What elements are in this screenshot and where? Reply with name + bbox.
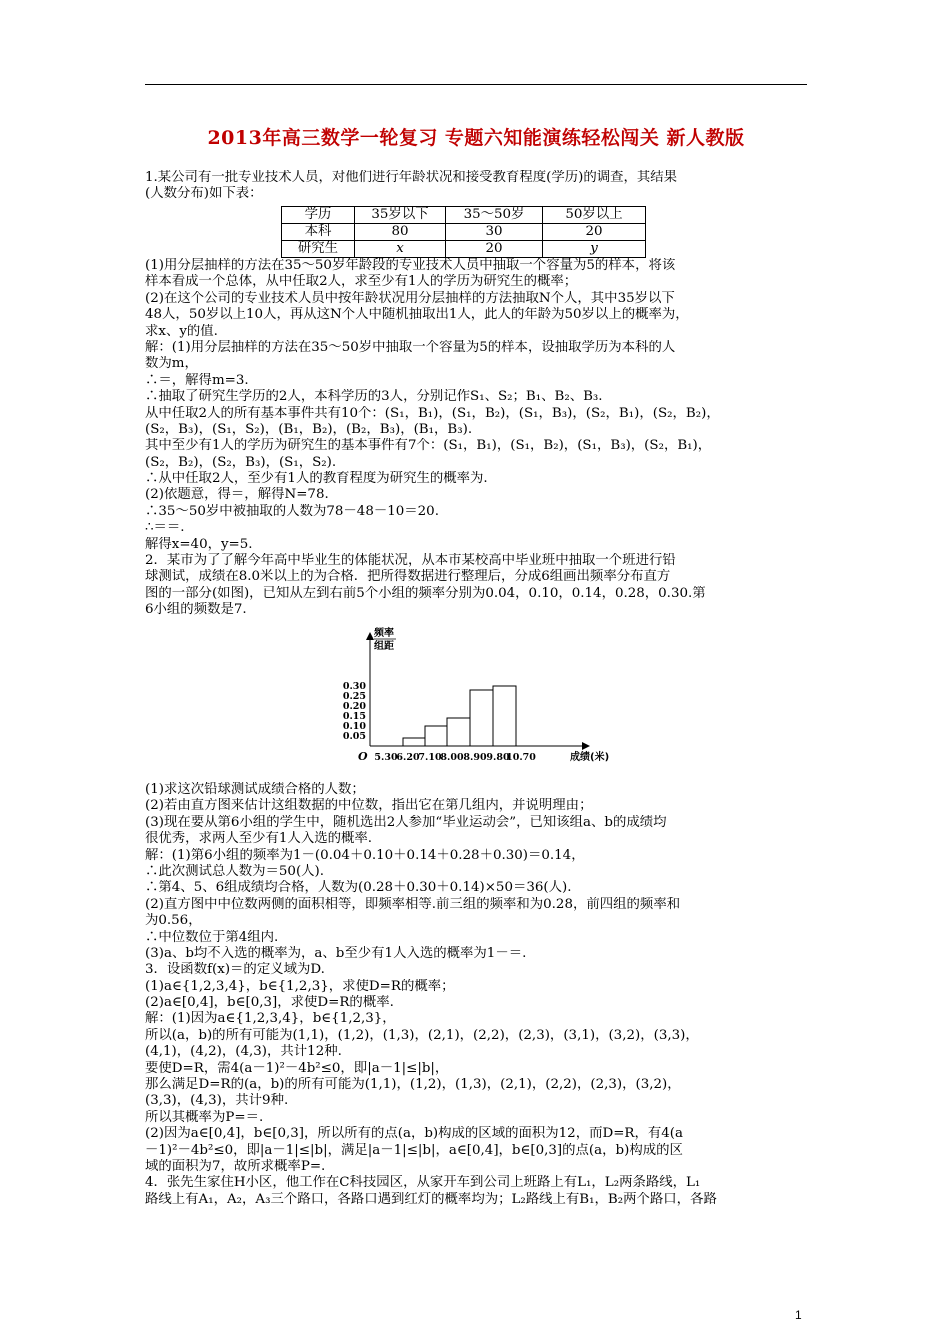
text-line: 2．某市为了了解今年高中毕业生的体能状况，从本市某校高中毕业班中抽取一个班进行铅	[145, 553, 676, 569]
text-line: 从中任取2人的所有基本事件共有10个：(S₁，B₁)，(S₁，B₂)，(S₁，B₃)，(S₂，B₁)，(S₂，B₂)，	[145, 405, 720, 421]
text-line: 解：(1)第6小组的频率为1－(0.04＋0.10＋0.14＋0.28＋0.30)＝0.14，	[145, 847, 585, 863]
text-line: 路线上有A₁，A₂，A₃三个路口，各路口遇到红灯的概率均为；L₂路线上有B₁，B₂两个路口，各路	[145, 1191, 717, 1207]
text-line: ∴第4、5、6组成绩均合格，人数为(0.28＋0.30＋0.14)×50＝36(人).	[145, 880, 572, 896]
table-cell: 20	[446, 241, 543, 258]
text-line: (3)a、b均不入选的概率为，a、b至少有1人入选的概率为1－＝.	[145, 945, 527, 961]
histogram-bar	[493, 686, 516, 746]
text-line: 数为m，	[145, 356, 198, 372]
text-line: ∴＝＝.	[145, 520, 185, 536]
text-line: (S₂，B₂)，(S₂，B₃)，(S₁，S₂).	[145, 454, 337, 470]
text-line: －1)²－4b²≤0，即|a－1|≤|b|，满足|a－1|≤|b|，a∈[0,4]，b∈[0,3]的点(a，b)构成的区	[145, 1142, 683, 1158]
text-line: 所以其概率为P=＝.	[145, 1109, 264, 1125]
table-cell: 80	[355, 224, 446, 241]
problem-1-intro	[145, 170, 807, 203]
text-line: ∴中位数位于第4组内.	[145, 929, 279, 945]
y-tick-label: 0.25	[342, 690, 366, 702]
text-line: 球测试，成绩在8.0米以上的为合格．把所得数据进行整理后，分成6组画出频率分布直方	[145, 569, 671, 585]
x-tick-label: 7.10	[418, 752, 442, 763]
table-header-cell: 50岁以上	[543, 207, 646, 224]
frequency-histogram	[330, 626, 640, 774]
table-cell: 20	[543, 224, 646, 241]
text-line: (人数分布)如下表：	[145, 186, 263, 202]
y-axis-arrow	[366, 632, 374, 640]
text-line: 所以(a，b)的所有可能为(1,1)，(1,2)，(1,3)，(2,1)，(2,2)，(2,3)，(3,1)，(3,2)，(3,3)，	[145, 1027, 699, 1043]
text-line: (3)现在要从第6小组的学生中，随机选出2人参加“毕业运动会”，已知该组a、b的成绩均	[145, 814, 667, 830]
table-cell: 30	[446, 224, 543, 241]
text-line: (2)依题意，得＝，解得N=78.	[145, 487, 329, 503]
histogram-bar	[447, 718, 470, 746]
y-tick-label: 0.30	[342, 680, 366, 692]
table-header-row	[282, 207, 646, 224]
text-line: (2)因为a∈[0,4]，b∈[0,3]，所以所有的点(a，b)构成的区域的面积为12，而D=R，有4(a	[145, 1126, 684, 1142]
text-line: 其中至少有1人的学历为研究生的基本事件有7个：(S₁，B₁)，(S₁，B₂)，(S₁，B₃)，(S₂，B₁)，	[145, 438, 712, 454]
table-cell: y	[543, 241, 646, 258]
histogram-bar	[425, 726, 447, 746]
y-tick-label: 0.05	[342, 730, 366, 742]
text-line: 很优秀，求两人至少有1人入选的概率.	[145, 831, 373, 847]
table-cell: 本科	[282, 224, 355, 241]
header-rule	[145, 84, 807, 85]
x-tick-label: 5.30	[374, 752, 398, 763]
page-title: 2013年高三数学一轮复习 专题六知能演练轻松闯关 新人教版	[207, 127, 745, 149]
text-line: ∴从中任取2人，至少有1人的教育程度为研究生的概率为.	[145, 471, 488, 487]
table-cell: 研究生	[282, 241, 355, 258]
text-line: (3,3)，(4,3)，共计9种.	[145, 1093, 289, 1109]
text-line: 4．张先生家住H小区，他工作在C科技园区，从家开车到公司上班路上有L₁，L₂两条路线，L₁	[145, 1175, 701, 1191]
table-header-cell: 学历	[282, 207, 355, 224]
y-axis-label-top: 频率	[374, 628, 394, 639]
text-line: ∴＝，解得m=3.	[145, 372, 249, 388]
text-line: (1)用分层抽样的方法在35～50岁年龄段的专业技术人员中抽取一个容量为5的样本，将该	[145, 258, 676, 273]
problem-1-body	[145, 258, 807, 619]
origin-label: O	[358, 750, 368, 763]
x-tick-label: 9.80	[486, 752, 510, 763]
text-line: 那么满足D=R的(a，b)的所有可能为(1,1)，(1,2)，(1,3)，(2,1)，(2,2)，(2,3)，(3,2)，	[145, 1077, 681, 1093]
y-tick-label: 0.10	[342, 720, 366, 732]
x-tick-label: 8.00	[440, 752, 464, 763]
education-table	[281, 206, 646, 258]
text-line: (2)直方图中中位数两侧的面积相等，即频率相等.前三组的频率和为0.28，前四组的频率和	[145, 896, 681, 912]
y-tick-label: 0.15	[342, 710, 366, 722]
table-header-cell: 35～50岁	[446, 207, 543, 224]
text-line: ∴35～50岁中被抽取的人数为78－48－10＝20.	[145, 503, 439, 519]
text-line: 3．设函数f(x)＝的定义域为D.	[145, 962, 325, 978]
text-line: 域的面积为7，故所求概率P=.	[145, 1158, 326, 1174]
table-row	[282, 224, 646, 241]
y-tick-label: 0.20	[342, 700, 366, 712]
text-line: 求x、y的值.	[145, 323, 218, 339]
text-line: 48人，50岁以上10人，再从这N个人中随机抽取出1人，此人的年龄为50岁以上的概率为，	[145, 307, 689, 323]
text-line: 解：(1)用分层抽样的方法在35～50岁中抽取一个容量为5的样本，设抽取学历为本科的人	[145, 339, 676, 355]
y-axis-label-bottom: 组距	[374, 641, 394, 652]
histogram-bar	[403, 738, 425, 746]
x-axis-arrow	[582, 742, 590, 750]
x-tick-label: 6.20	[396, 752, 420, 763]
text-line: (2)若由直方图来估计这组数据的中位数，指出它在第几组内，并说明理由；	[145, 798, 593, 814]
text-line: (1)a∈{1,2,3,4}，b∈{1,2,3}，求使D=R的概率；	[145, 978, 455, 994]
table-cell: x	[355, 241, 446, 258]
text-line: 1.某公司有一批专业技术人员，对他们进行年龄状况和接受教育程度(学历)的调查，其结果	[145, 170, 678, 185]
text-line: ∴抽取了研究生学历的2人，本科学历的3人，分别记作S₁、S₂；B₁、B₂、B₃.	[145, 389, 603, 405]
text-line: (S₂，B₃)，(S₁，S₂)，(B₁，B₂)，(B₂，B₃)，(B₁，B₃).	[145, 421, 473, 437]
problem-2-body	[145, 782, 807, 1208]
text-line: (2)在这个公司的专业技术人员中按年龄状况用分层抽样的方法抽取N个人，其中35岁以下	[145, 290, 675, 306]
x-tick-label: 10.70	[506, 752, 536, 763]
text-line: 6小组的频数是7.	[145, 602, 247, 618]
text-line: 图的一部分(如图)，已知从左到右前5个小组的频率分别为0.04，0.10，0.14，0.28，0.30.第	[145, 585, 706, 601]
page-number: 1	[795, 1308, 802, 1322]
text-line: (1)求这次铅球测试成绩合格的人数；	[145, 782, 365, 797]
text-line: 解得x=40，y=5.	[145, 536, 253, 552]
histogram-svg	[330, 626, 640, 774]
text-line: (2)a∈[0,4]，b∈[0,3]，求使D=R的概率.	[145, 995, 394, 1011]
histogram-bar	[470, 690, 493, 746]
table-header-cell: 35岁以下	[355, 207, 446, 224]
table-row	[282, 241, 646, 258]
text-line: 要使D=R，需4(a－1)²－4b²≤0，即|a－1|≤|b|，	[145, 1060, 449, 1076]
text-line: 解：(1)因为a∈{1,2,3,4}，b∈{1,2,3}，	[145, 1011, 396, 1027]
text-line: 为0.56，	[145, 913, 202, 929]
x-tick-label: 8.90	[463, 752, 487, 763]
x-axis-label: 成绩(米)	[570, 752, 610, 763]
text-line: (4,1)，(4,2)，(4,3)，共计12种.	[145, 1044, 342, 1060]
text-line: 样本看成一个总体，从中任取2人，求至少有1人的学历为研究生的概率；	[145, 274, 578, 290]
text-line: ∴此次测试总人数为＝50(人).	[145, 863, 325, 879]
